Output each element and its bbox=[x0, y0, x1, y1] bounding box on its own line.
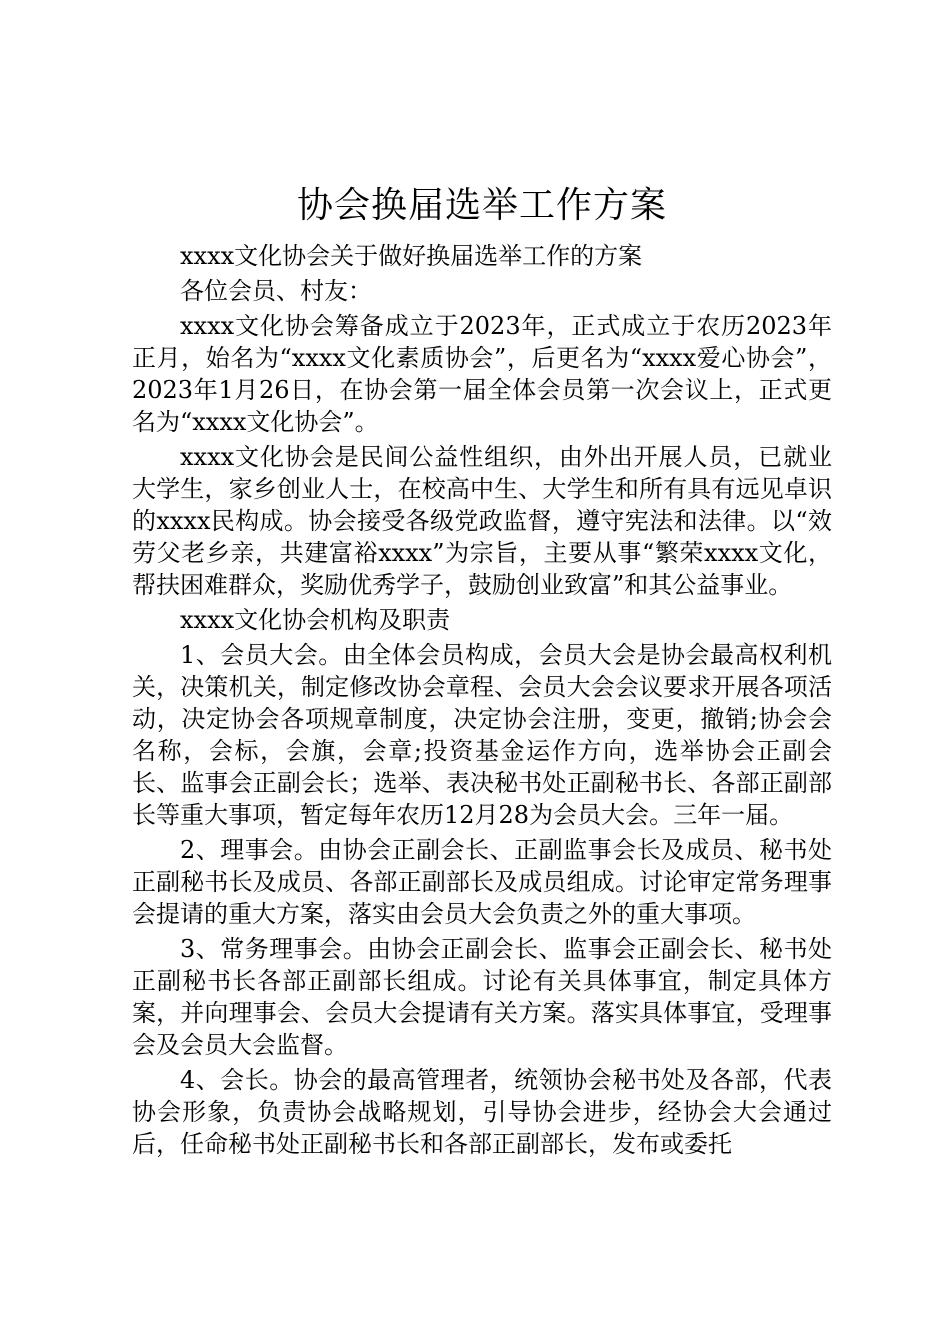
history-paragraph: xxxx文化协会筹备成立于2023年，正式成立于农历2023年正月，始名为“xxxx文化素质协会”，后更名为“xxxx爱心协会”，2023年1月26日，在协会第一届全体会员第一次会议上，正式更名为“xxxx文化协会”。 bbox=[132, 312, 832, 436]
standing-council-paragraph: 3、常务理事会。由协会正副会长、监事会正副会长、秘书处正副秘书长各部正副部长组成。讨论有关具体事宜，制定具体方案，并向理事会、会员大会提请有关方案。落实具体事宜，受理事会及会员大会监督。 bbox=[132, 935, 832, 1059]
section-heading-paragraph: xxxx文化协会机构及职责 bbox=[180, 606, 451, 634]
subtitle-paragraph: xxxx文化协会关于做好换届选举工作的方案 bbox=[180, 242, 643, 270]
nature-paragraph: xxxx文化协会是民间公益性组织，由外出开展人员，已就业大学生，家乡创业人士，在校高中生、大学生和所有具有远见卓识的xxxx民构成。协会接受各级党政监督，遵守宪法和法律。以“效劳父老乡亲，共建富裕xxxx”为宗旨，主要从事“繁荣xxxx文化，帮扶困难群众，奖励优秀学子，鼓励创业致富”和其公益事业。 bbox=[132, 443, 832, 599]
document-page bbox=[132, 180, 832, 1160]
members-assembly-paragraph: 1、会员大会。由全体会员构成，会员大会是协会最高权利机关，决策机关，制定修改协会章程、会员大会会议要求开展各项活动，决定协会各项规章制度，决定协会注册，变更，撤销;协会会名称，会标，会旗，会章;投资基金运作方向，选举协会正副会长、监事会正副会长；选举、表决秘书处正副秘书长、各部正副部长等重大事项，暂定每年农历12月28为会员大会。三年一届。 bbox=[132, 641, 832, 829]
council-paragraph: 2、理事会。由协会正副会长、正副监事会长及成员、秘书处正副秘书长及成员、各部正副部长及成员组成。讨论审定常务理事会提请的重大方案，落实由会员大会负责之外的重大事项。 bbox=[132, 836, 832, 928]
salutation-paragraph: 各位会员、村友： bbox=[180, 277, 372, 305]
document-title: 协会换届选举工作方案 bbox=[296, 185, 667, 226]
president-paragraph: 4、会长。协会的最高管理者，统领协会秘书处及各部，代表协会形象，负责协会战略规划，引导协会进步，经协会大会通过后，任命秘书处正副秘书长和各部正副部长，发布或委托 bbox=[132, 1066, 832, 1158]
